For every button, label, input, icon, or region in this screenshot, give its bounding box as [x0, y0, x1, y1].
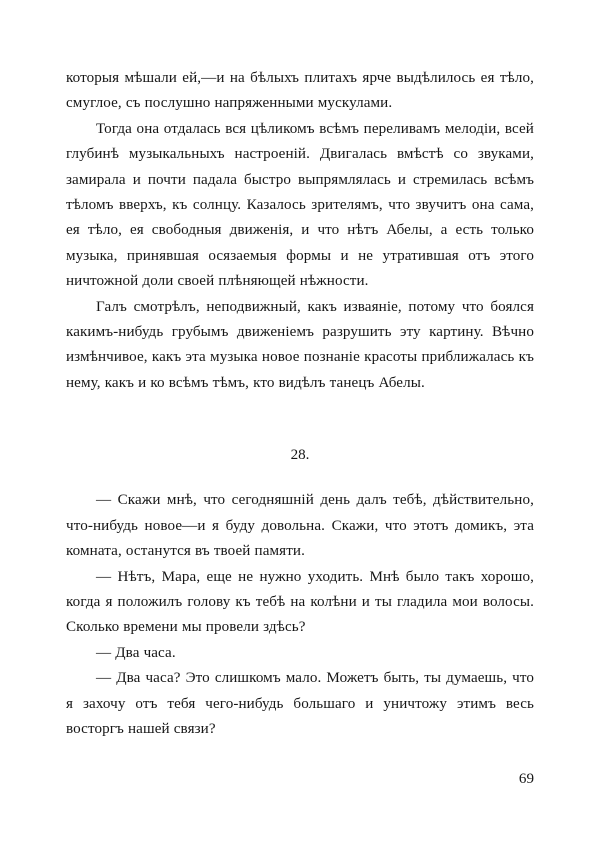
page-text-body: [66, 66, 534, 742]
page-number: 69: [518, 771, 534, 787]
paragraph: Тогда она отдалась вся цѣликомъ всѣмъ переливамъ мелодіи, всей глубинѣ музыкальныхъ настроеній. Двигалась вмѣстѣ со звуками, замирала и почти падала быстро выпрямлялась и стремилась всѣмъ тѣломъ вверхъ, къ солнцу. Казалось зрителямъ, что звучитъ она сама, ея тѣло, ея свободныя движенія, и что нѣтъ Абелы, а есть только музыка, принявшая осязаемыя формы и не утратившая отъ этого ничтожной доли своей плѣняющей нѣжности.: [66, 120, 534, 290]
paragraph: — Скажи мнѣ, что сегодняшній день далъ тебѣ, дѣйствительно, что-нибудь новое—и я буду довольна. Скажи, что этотъ домикъ, эта комната, останутся въ твоей памяти.: [66, 492, 534, 560]
paragraph: которыя мѣшали ей,—и на бѣлыхъ плитахъ ярче выдѣлилось ея тѣло, смуглое, съ послушно напряженными мускулами.: [66, 70, 534, 112]
paragraph: Галъ смотрѣлъ, неподвижный, какъ изваяніе, потому что боялся какимъ-нибудь грубымъ движеніемъ разрушить эту картину. Вѣчно измѣнчивое, какъ эта музыка новое познаніе красоты приближалась къ нему, какъ и ко всѣмъ тѣмъ, кто видѣлъ танецъ Абелы.: [66, 298, 534, 391]
section-number: 28.: [290, 447, 310, 464]
paragraph: — Два часа? Это слишкомъ мало. Можетъ быть, ты думаешь, что я захочу отъ тебя чего-нибудь большаго и уничтожу этимъ весь восторгъ нашей связи?: [66, 670, 534, 737]
paragraph: — Нѣтъ, Мара, еще не нужно уходить. Мнѣ было такъ хорошо, когда я положилъ голову къ тебѣ на колѣни и ты гладила мои волосы. Сколько времени мы провели здѣсь?: [66, 568, 534, 636]
paragraph: — Два часа.: [96, 644, 176, 661]
